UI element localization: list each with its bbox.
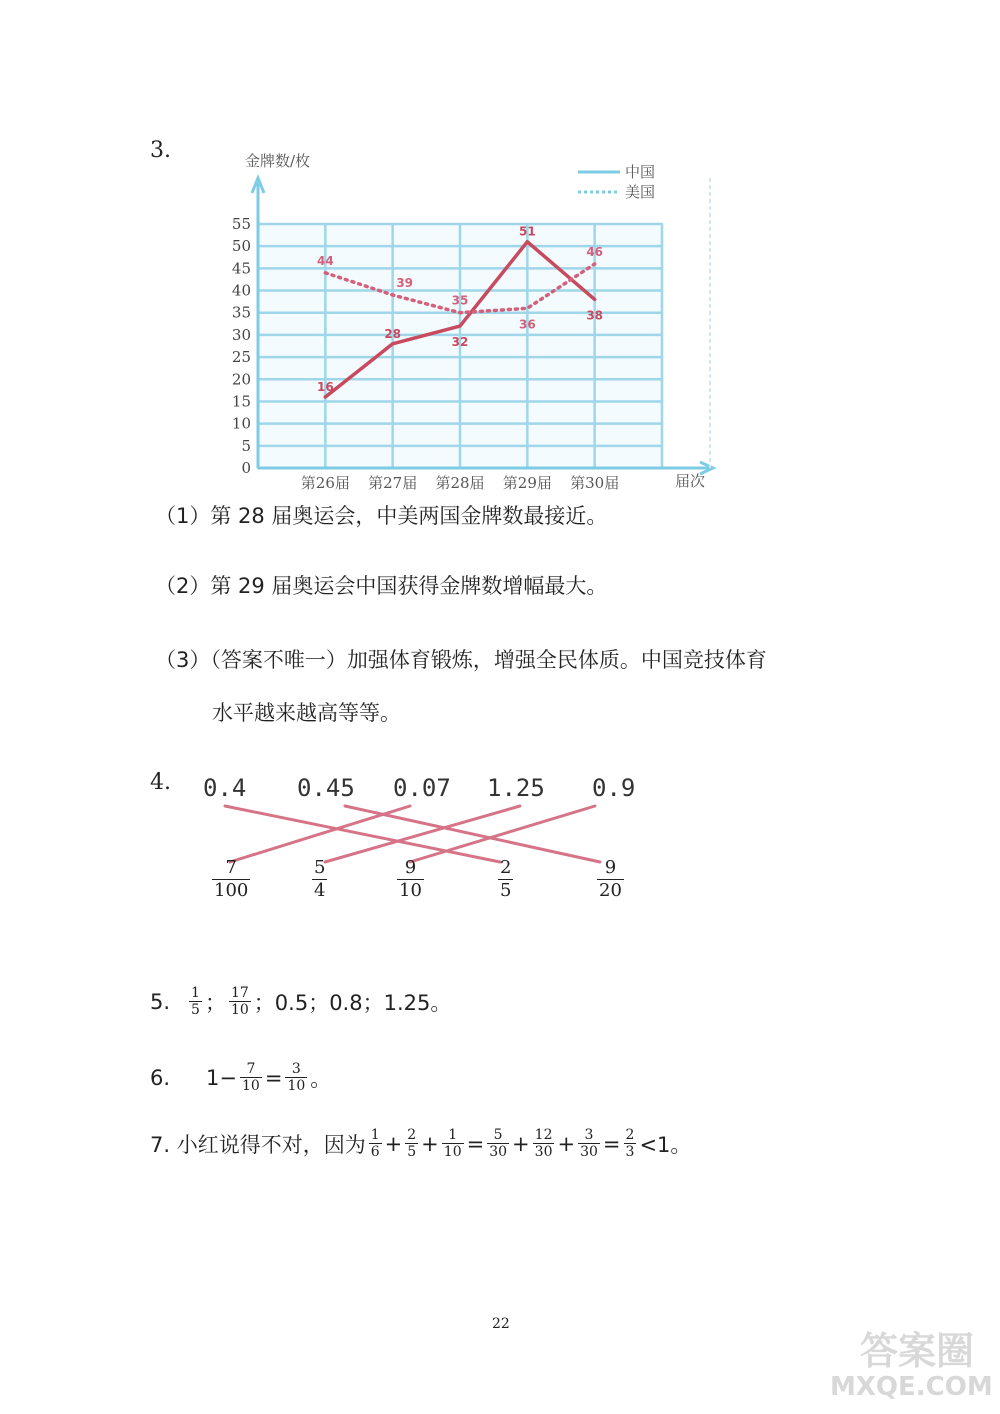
- fraction-3: $\frac{9}{10}$: [399, 857, 422, 901]
- chart-ytick-label: 45: [231, 259, 251, 278]
- chart-ytick-label: 30: [231, 325, 251, 344]
- q6-fraction-2: $\frac{3}{10}$: [287, 1061, 306, 1094]
- chart-ytick-label: 50: [231, 237, 251, 256]
- chart-ytick-label: 0: [241, 459, 251, 477]
- chart-xlabel: 届次: [675, 472, 706, 490]
- decimal-1: 0.4: [203, 774, 247, 802]
- chart-ytick-label: 15: [231, 392, 251, 411]
- q5-line: [150, 985, 451, 1018]
- data-label: 36: [518, 317, 536, 332]
- q7-fraction-1: $\frac{1}{6}$: [370, 1127, 380, 1160]
- q6-end: 。: [310, 1066, 332, 1091]
- q7-op-3: =: [466, 1131, 485, 1156]
- data-label: 38: [586, 308, 604, 323]
- data-label: 39: [396, 275, 414, 290]
- data-label: 16: [316, 380, 334, 395]
- q3-answer-2: （2）第 29 届奥运会中国获得金牌数增幅最大。: [155, 574, 608, 598]
- decimal-4: 1.25: [487, 774, 545, 802]
- q3-number: 3.: [150, 138, 171, 163]
- chart-ytick-label: 55: [231, 215, 251, 233]
- q7-suffix: <1。: [639, 1132, 692, 1157]
- data-label: 28: [384, 326, 402, 341]
- decimal-2: 0.45: [297, 774, 355, 802]
- q7-fraction-3: $\frac{1}{10}$: [443, 1127, 462, 1160]
- chart-xtick-label: 第28届: [435, 474, 485, 492]
- legend-label: 美国: [625, 183, 656, 201]
- fraction-5: $\frac{9}{20}$: [599, 857, 622, 901]
- q5-number: 5.: [150, 989, 171, 1014]
- chart-ytick-label: 40: [231, 281, 251, 300]
- data-label: 35: [451, 293, 469, 308]
- chart-ytick-label: 10: [231, 414, 251, 433]
- chart-xtick-label: 第30届: [570, 474, 620, 492]
- data-label: 51: [518, 224, 536, 239]
- q5-fraction-1: $\frac{1}{5}$: [191, 985, 200, 1018]
- q7-fraction-2: $\frac{2}{5}$: [407, 1127, 417, 1160]
- q5-rest: ；0.5；0.8；1.25。: [253, 990, 452, 1015]
- watermark-logo: 答案圈: [860, 1329, 975, 1373]
- watermark-url: MXQE.COM: [830, 1372, 993, 1402]
- q6-line: [150, 1061, 331, 1094]
- chart-ytick-label: 5: [241, 436, 251, 455]
- chart-ytick-label: 35: [231, 303, 251, 322]
- chart-ylabel: 金牌数/枚: [245, 152, 311, 170]
- q7-line: [150, 1127, 691, 1160]
- data-label: 32: [451, 335, 469, 350]
- q4-number: 4.: [150, 770, 171, 795]
- data-label: 46: [586, 244, 604, 259]
- q3-answer-3-cont: 水平越来越高等等。: [212, 701, 401, 725]
- medal-chart: [225, 148, 720, 493]
- q6-number: 6.: [150, 1065, 171, 1090]
- chart-xtick-label: 第29届: [502, 474, 552, 492]
- q7-op-5: +: [557, 1131, 576, 1156]
- chart-xtick-label: 第27届: [368, 474, 418, 492]
- q7-fraction-6: $\frac{3}{30}$: [580, 1127, 598, 1160]
- q3-answer-3: （3）（答案不唯一）加强体育锻炼，增强全民体质。中国竞技体育: [155, 648, 767, 672]
- q7-fraction-7: $\frac{2}{3}$: [625, 1127, 635, 1160]
- q7-fraction-5: $\frac{12}{30}$: [534, 1127, 553, 1160]
- q6-fraction-1: $\frac{7}{10}$: [242, 1061, 260, 1094]
- q5-separator: ；: [204, 990, 226, 1015]
- match-line-04-25: [225, 806, 500, 862]
- data-label: 44: [316, 253, 334, 268]
- chart-ytick-label: 20: [231, 370, 251, 389]
- q7-op-6: =: [602, 1131, 621, 1156]
- q5-fraction-2: $\frac{17}{10}$: [230, 985, 249, 1018]
- page-number: 22: [492, 1316, 510, 1332]
- fraction-1: $\frac{7}{100}$: [214, 857, 249, 901]
- legend-label: 中国: [625, 163, 656, 181]
- q6-lead: 1−: [206, 1065, 238, 1090]
- q7-op-2: +: [421, 1131, 439, 1156]
- fraction-4: $\frac{2}{5}$: [500, 857, 512, 901]
- fraction-2: $\frac{5}{4}$: [314, 857, 326, 901]
- q6-equals: =: [264, 1065, 283, 1090]
- decimal-5: 0.9: [592, 774, 636, 802]
- q7-prefix: 7. 小红说得不对，因为: [150, 1132, 366, 1157]
- q7-fraction-4: $\frac{5}{30}$: [489, 1127, 508, 1160]
- q7-op-4: +: [512, 1131, 530, 1156]
- q3-answer-1: （1）第 28 届奥运会，中美两国金牌数最接近。: [155, 504, 608, 528]
- chart-ytick-label: 25: [231, 348, 251, 367]
- decimal-3: 0.07: [393, 774, 451, 802]
- chart-xtick-label: 第26届: [300, 474, 350, 492]
- q7-op-1: +: [384, 1131, 403, 1156]
- match-line-007-7100: [230, 806, 410, 862]
- match-line-125-54: [325, 806, 520, 862]
